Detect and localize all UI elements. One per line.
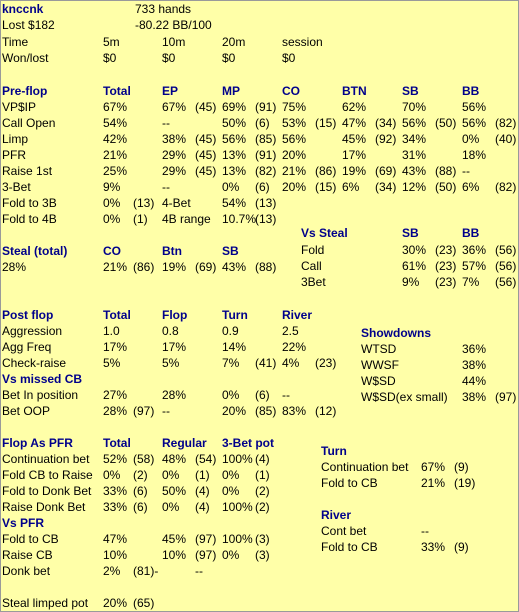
preflop-cell: (69) (375, 164, 397, 178)
header-row-value: $0 (103, 51, 117, 65)
preflop-column-header: BB (462, 84, 480, 98)
preflop-column-header: EP (162, 84, 179, 98)
header-row-value: $0 (162, 51, 176, 65)
missed-cb-cell: 28% (162, 388, 187, 402)
preflop-row-label: Fold to 3B (2, 196, 57, 210)
missed-cb-cell: 27% (103, 388, 128, 402)
steal-cell: (69) (195, 260, 217, 274)
turn-title: Turn (321, 444, 347, 458)
header-row-value: 10m (162, 35, 186, 49)
vs-steal-cell: (56) (495, 259, 517, 273)
vs-steal-column-header: SB (402, 226, 419, 240)
preflop-cell: 54% (103, 116, 128, 130)
preflop-cell: (34) (375, 180, 397, 194)
flop-pfr-row-label: Continuation bet (2, 452, 90, 466)
river-cell: 33% (421, 540, 446, 554)
flop-pfr-cell: 33% (103, 500, 128, 514)
postflop-row-label: Check-raise (2, 356, 67, 370)
preflop-cell: 18% (462, 148, 487, 162)
steal-column-header: Btn (162, 244, 182, 258)
steal-cell: 21% (103, 260, 128, 274)
preflop-cell: 10.7% (222, 212, 257, 226)
flop-pfr-column-header: 3-Bet pot (222, 436, 274, 450)
steal-cell: 43% (222, 260, 247, 274)
preflop-cell: (1) (133, 212, 148, 226)
vs-pfr-cell: (97) (195, 548, 217, 562)
preflop-cell: 45% (342, 132, 367, 146)
preflop-cell: (13) (255, 196, 277, 210)
vs-steal-row-label: 3Bet (301, 275, 326, 289)
preflop-cell: (50) (435, 116, 457, 130)
postflop-column-header: Total (103, 308, 131, 322)
flop-pfr-cell: (4) (195, 500, 210, 514)
flop-pfr-cell: 48% (162, 452, 187, 466)
preflop-cell: (13) (255, 212, 277, 226)
steal-limped-cell: (65) (133, 596, 155, 610)
preflop-cell: 42% (103, 132, 128, 146)
missed-cb-cell: (85) (255, 404, 277, 418)
preflop-cell: (15) (315, 116, 337, 130)
missed-cb-cell: 28% (103, 404, 128, 418)
vs-steal-cell: 30% (402, 243, 427, 257)
header-row-value: session (282, 35, 323, 49)
missed-cb-cell: -- (282, 388, 290, 402)
preflop-cell: 50% (222, 116, 247, 130)
flop-pfr-cell: (6) (133, 500, 148, 514)
postflop-cell: (41) (255, 356, 277, 370)
flop-pfr-row-label: Fold to Donk Bet (2, 484, 92, 498)
postflop-cell: 0.8 (162, 324, 179, 338)
postflop-row-label: Aggression (2, 324, 63, 338)
vs-missed-cb-title: Vs missed CB (2, 372, 83, 386)
postflop-cell: 14% (222, 340, 247, 354)
vs-steal-row-label: Fold (301, 243, 325, 257)
missed-cb-cell: (6) (255, 388, 270, 402)
preflop-cell: 12% (402, 180, 427, 194)
vs-steal-column-header: BB (462, 226, 480, 240)
flop-pfr-cell: (58) (133, 452, 155, 466)
preflop-cell: 0% (103, 196, 121, 210)
preflop-cell: 19% (342, 164, 367, 178)
steal-cell: (88) (255, 260, 277, 274)
flop-pfr-cell: 52% (103, 452, 128, 466)
flop-pfr-row-label: Fold CB to Raise (2, 468, 93, 482)
flop-pfr-cell: (2) (255, 500, 270, 514)
preflop-cell: 9% (103, 180, 121, 194)
flop-pfr-cell: 100% (222, 452, 253, 466)
vs-steal-cell: 61% (402, 259, 427, 273)
missed-cb-cell: 83% (282, 404, 307, 418)
vs-pfr-cell: 0% (222, 548, 240, 562)
preflop-cell: 20% (282, 180, 307, 194)
preflop-cell: 21% (103, 148, 128, 162)
preflop-cell: (50) (435, 180, 457, 194)
postflop-cell: 2.5 (282, 324, 299, 338)
flop-pfr-column-header: Total (103, 436, 131, 450)
vs-pfr-cell: 47% (103, 532, 128, 546)
showdowns-title: Showdowns (361, 326, 431, 340)
flop-pfr-cell: (4) (195, 484, 210, 498)
missed-cb-cell: 0% (222, 388, 240, 402)
preflop-cell: 56% (282, 132, 307, 146)
flop-pfr-cell: (6) (133, 484, 148, 498)
preflop-cell: (45) (195, 100, 217, 114)
preflop-cell: 43% (402, 164, 427, 178)
preflop-cell: (45) (195, 148, 217, 162)
turn-row-label: Fold to CB (321, 476, 378, 490)
header-row-value: 20m (222, 35, 246, 49)
vs-pfr-cell: -- (195, 564, 203, 578)
flop-pfr-cell: (2) (255, 484, 270, 498)
preflop-title: Pre-flop (2, 84, 48, 98)
preflop-column-header: MP (222, 84, 240, 98)
flop-pfr-cell: (1) (195, 468, 210, 482)
steal-limped-cell: 20% (103, 596, 128, 610)
postflop-cell: (23) (315, 356, 337, 370)
vs-steal-cell: (23) (435, 243, 457, 257)
postflop-cell: 5% (162, 356, 180, 370)
preflop-column-header: SB (402, 84, 419, 98)
river-row-label: Fold to CB (321, 540, 378, 554)
preflop-cell: 47% (342, 116, 367, 130)
preflop-row-label: PFR (2, 148, 26, 162)
preflop-cell: (15) (315, 180, 337, 194)
flop-as-pfr-title: Flop As PFR (2, 436, 73, 450)
missed-cb-cell: -- (162, 404, 170, 418)
flop-pfr-cell: (54) (195, 452, 217, 466)
preflop-cell: 75% (282, 100, 307, 114)
preflop-cell: 21% (282, 164, 307, 178)
preflop-cell: 6% (462, 180, 480, 194)
preflop-cell: 0% (222, 180, 240, 194)
preflop-cell: (85) (255, 132, 277, 146)
showdown-cell: 38% (462, 390, 487, 404)
flop-pfr-cell: 0% (103, 468, 121, 482)
missed-cb-cell: (97) (133, 404, 155, 418)
preflop-cell: 29% (162, 148, 187, 162)
postflop-cell: 5% (103, 356, 121, 370)
preflop-cell: 34% (402, 132, 427, 146)
vs-steal-cell: 57% (462, 259, 487, 273)
vs-pfr-cell: (97) (195, 532, 217, 546)
postflop-cell: 22% (282, 340, 307, 354)
turn-cell: 21% (421, 476, 446, 490)
preflop-cell: (40) (495, 132, 517, 146)
river-title: River (321, 508, 352, 522)
preflop-cell: 56% (462, 100, 487, 114)
preflop-cell: (91) (255, 148, 277, 162)
postflop-column-header: River (282, 308, 313, 322)
showdown-cell: (97) (495, 390, 517, 404)
postflop-cell: 17% (162, 340, 187, 354)
preflop-cell: (82) (495, 116, 517, 130)
player-name: knccnk (2, 2, 44, 16)
vs-pfr-row-label: Fold to CB (2, 532, 59, 546)
vs-steal-cell: 7% (462, 275, 480, 289)
preflop-cell: (6) (255, 116, 270, 130)
showdown-row-label: WTSD (361, 342, 397, 356)
preflop-cell: 38% (162, 132, 187, 146)
flop-pfr-cell: 33% (103, 484, 128, 498)
flop-pfr-row-label: Raise Donk Bet (2, 500, 86, 514)
flop-pfr-cell: 100% (222, 500, 253, 514)
steal-cell: 19% (162, 260, 187, 274)
preflop-cell: 29% (162, 164, 187, 178)
preflop-cell: (45) (195, 132, 217, 146)
postflop-cell: 4% (282, 356, 300, 370)
turn-cell: (9) (454, 460, 469, 474)
preflop-row-label: Raise 1st (2, 164, 53, 178)
steal-cell: 28% (2, 260, 27, 274)
preflop-cell: 53% (282, 116, 307, 130)
hands-count: 733 hands (135, 2, 192, 16)
preflop-cell: 13% (222, 148, 247, 162)
showdown-cell: 36% (462, 342, 487, 356)
vs-pfr-row-label: Donk bet (2, 564, 51, 578)
vs-steal-cell: (23) (435, 275, 457, 289)
vs-pfr-cell: 10% (162, 548, 187, 562)
preflop-cell: 67% (162, 100, 187, 114)
preflop-cell: (86) (315, 164, 337, 178)
preflop-cell: 56% (462, 116, 487, 130)
vs-steal-row-label: Call (301, 259, 322, 273)
preflop-cell: 0% (103, 212, 121, 226)
preflop-row-label: Fold to 4B (2, 212, 57, 226)
postflop-row-label: Agg Freq (2, 340, 52, 354)
header-row-value: $0 (282, 51, 296, 65)
preflop-cell: 31% (402, 148, 427, 162)
flop-pfr-cell: 50% (162, 484, 187, 498)
preflop-cell: (82) (495, 180, 517, 194)
showdown-cell: 38% (462, 358, 487, 372)
showdown-row-label: WWSF (361, 358, 399, 372)
preflop-cell: 70% (402, 100, 427, 114)
preflop-cell: 54% (222, 196, 247, 210)
turn-cell: 67% (421, 460, 446, 474)
vs-steal-cell: (56) (495, 243, 517, 257)
turn-cell: (19) (454, 476, 476, 490)
vs-steal-cell: (56) (495, 275, 517, 289)
preflop-cell: 4B range (162, 212, 211, 226)
preflop-cell: 0% (462, 132, 480, 146)
preflop-cell: (82) (255, 164, 277, 178)
flop-pfr-cell: (1) (255, 468, 270, 482)
vs-pfr-cell: (3) (255, 548, 270, 562)
preflop-column-header: BTN (342, 84, 367, 98)
header-row-value: $0 (222, 51, 236, 65)
preflop-cell: 17% (342, 148, 367, 162)
postflop-cell: 0.9 (222, 324, 239, 338)
preflop-cell: 67% (103, 100, 128, 114)
preflop-cell: 13% (222, 164, 247, 178)
vs-pfr-cell: 45% (162, 532, 187, 546)
preflop-cell: -- (162, 180, 170, 194)
flop-pfr-cell: 0% (162, 468, 180, 482)
vs-steal-cell: 36% (462, 243, 487, 257)
preflop-cell: (91) (255, 100, 277, 114)
preflop-cell: 20% (282, 148, 307, 162)
vs-steal-title: Vs Steal (301, 226, 348, 240)
flop-pfr-cell: 0% (222, 468, 240, 482)
postflop-cell: 7% (222, 356, 240, 370)
bb-per-100: -80.22 BB/100 (135, 18, 212, 32)
vs-pfr-cell: 2% (103, 564, 121, 578)
missed-cb-cell: 20% (222, 404, 247, 418)
flop-pfr-cell: 0% (162, 500, 180, 514)
preflop-cell: (92) (375, 132, 397, 146)
postflop-cell: 17% (103, 340, 128, 354)
preflop-cell: 62% (342, 100, 367, 114)
river-cell: -- (421, 524, 429, 538)
preflop-row-label: Call Open (2, 116, 56, 130)
steal-cell: (86) (133, 260, 155, 274)
showdown-row-label: W$SD(ex small) (361, 390, 448, 404)
preflop-cell: 6% (342, 180, 360, 194)
preflop-cell: (13) (133, 196, 155, 210)
river-row-label: Cont bet (321, 524, 367, 538)
preflop-row-label: 3-Bet (2, 180, 31, 194)
flop-pfr-cell: (4) (255, 452, 270, 466)
preflop-column-header: Total (103, 84, 131, 98)
river-cell: (9) (454, 540, 469, 554)
header-row-value: 5m (103, 35, 120, 49)
preflop-cell: 56% (402, 116, 427, 130)
vs-pfr-cell: (3) (255, 532, 270, 546)
missed-cb-cell: (12) (315, 404, 337, 418)
turn-row-label: Continuation bet (321, 460, 409, 474)
preflop-cell: -- (162, 116, 170, 130)
postflop-column-header: Turn (222, 308, 248, 322)
preflop-cell: 56% (222, 132, 247, 146)
steal-limped-label: Steal limped pot (2, 596, 89, 610)
showdown-row-label: W$SD (361, 374, 396, 388)
showdown-cell: 44% (462, 374, 487, 388)
preflop-cell: (34) (375, 116, 397, 130)
header-row-label: Won/lost (2, 51, 49, 65)
vs-pfr-row-label: Raise CB (2, 548, 53, 562)
preflop-cell: 4-Bet (162, 196, 191, 210)
vs-steal-cell: (23) (435, 259, 457, 273)
preflop-cell: -- (462, 164, 470, 178)
lost-amount: Lost $182 (2, 18, 55, 32)
flop-pfr-cell: 0% (222, 484, 240, 498)
preflop-cell: (88) (435, 164, 457, 178)
steal-total-title: Steal (total) (2, 244, 68, 258)
steal-column-header: CO (103, 244, 121, 258)
vs-steal-cell: 9% (402, 275, 420, 289)
missed-cb-row-label: Bet In position (2, 388, 79, 402)
missed-cb-row-label: Bet OOP (2, 404, 51, 418)
vs-pfr-cell: (81)- (133, 564, 159, 578)
preflop-row-label: VP$IP (2, 100, 37, 114)
postflop-column-header: Flop (162, 308, 188, 322)
preflop-row-label: Limp (2, 132, 29, 146)
vs-pfr-cell: 10% (103, 548, 128, 562)
vs-pfr-cell: 100% (222, 532, 253, 546)
preflop-cell: 69% (222, 100, 247, 114)
preflop-column-header: CO (282, 84, 300, 98)
steal-column-header: SB (222, 244, 239, 258)
vs-pfr-title: Vs PFR (2, 516, 45, 530)
postflop-title: Post flop (2, 308, 54, 322)
flop-pfr-column-header: Regular (162, 436, 207, 450)
preflop-cell: (45) (195, 164, 217, 178)
flop-pfr-cell: (2) (133, 468, 148, 482)
postflop-cell: 1.0 (103, 324, 120, 338)
preflop-cell: 25% (103, 164, 128, 178)
header-row-label: Time (2, 35, 29, 49)
preflop-cell: (6) (255, 180, 270, 194)
